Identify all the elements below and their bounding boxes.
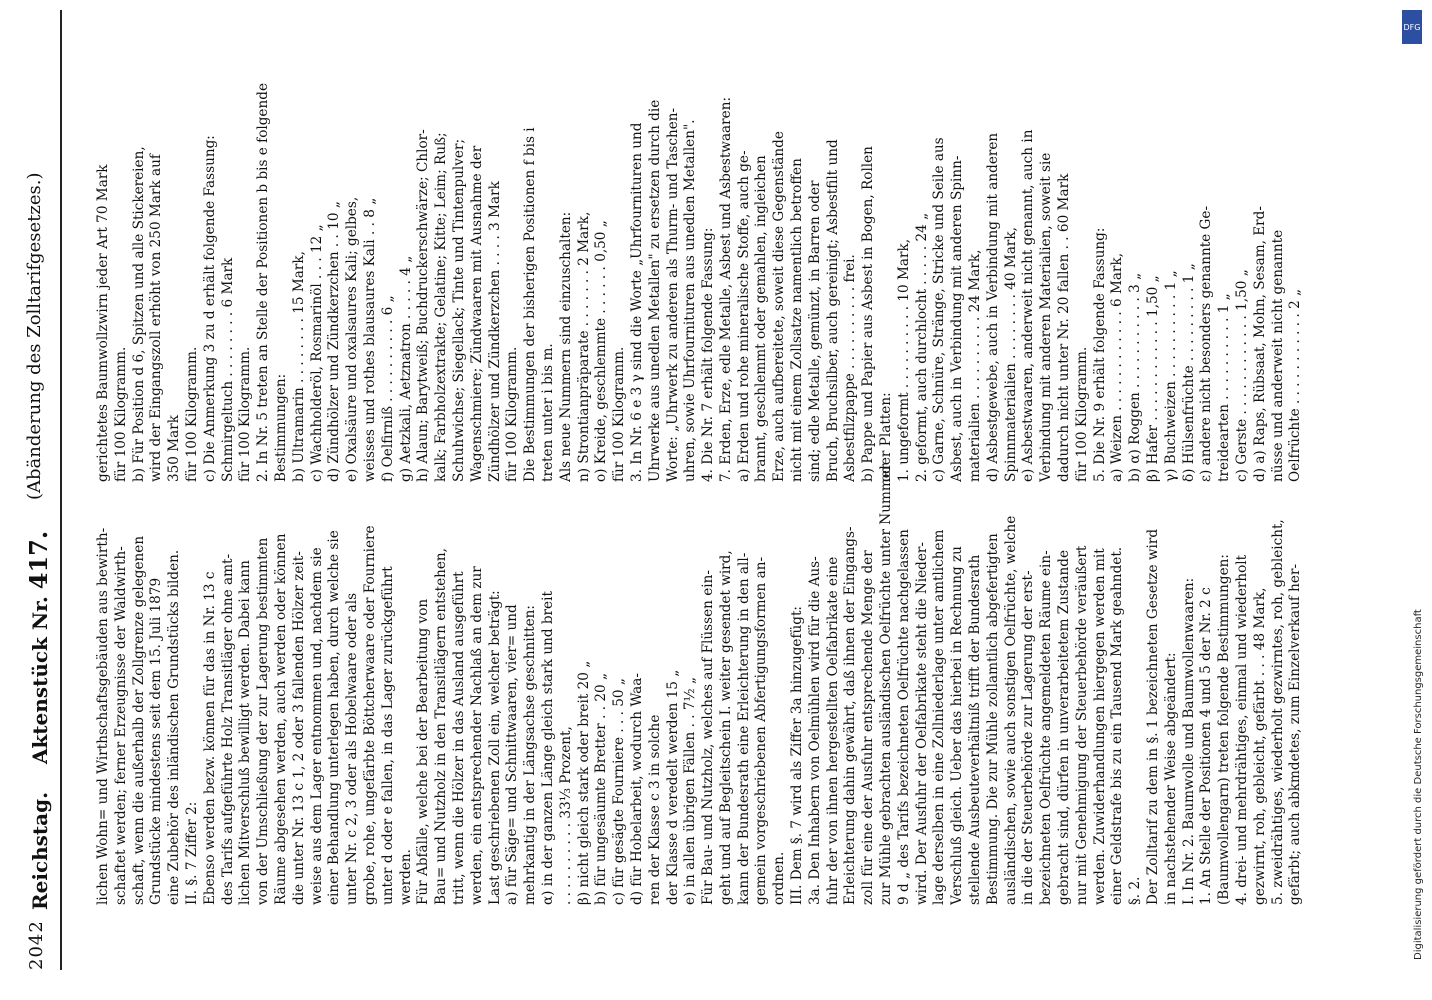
text-line: f) Oelfirniß . . . . . . . . . . 6 „ (379, 295, 396, 482)
text-line: h) Alaun; Barytweiß; Buchdruckerschwärze; Chlor- (415, 129, 432, 482)
text-line: Last geschriebenen Zoll ein, welcher beträgt: (486, 590, 503, 905)
text-line: c) Garne, Schnüre, Stränge, Stricke und Seile aus (931, 137, 948, 482)
text-line: Grundstücke mindestens seit dem 15. Juli 1879 (148, 577, 165, 905)
left-text-column (95, 450, 1305, 905)
text-line: Schmirgeltuch . . . . . . . . 6 Mark (219, 257, 236, 482)
text-line: der Klasse d veredelt werden 15 „ (664, 669, 681, 905)
text-line: b) Für Position d 6, Spitzen und alle Stickereien, (130, 146, 147, 482)
text-line: schaftet werden; ferner Erzeugnisse der Waldwirth- (112, 546, 129, 905)
dfg-logo-text: DFG (1403, 22, 1421, 32)
text-line: für 100 Kilogramm. (504, 346, 521, 482)
text-line: nicht mit einem Zollsatze namentlich betroffen (789, 158, 806, 482)
text-line: brannt, geschlemmt oder gemahlen, ingleichen (753, 155, 770, 482)
text-line: dadurch nicht unter Nr. 20 fallen . . 60 Mark (1056, 173, 1073, 482)
text-line: lage derselben in eine Zollniederlage unter amtlichem (931, 529, 948, 905)
text-line: Worte: „Uhrwerk zu anderen als Thurm- und Taschen- (664, 107, 681, 482)
text-line: gemein vorgeschriebenen Abfertigungsformen an- (753, 556, 770, 905)
text-line: werden, ein entsprechender Nachlaß an dem zur (468, 566, 485, 905)
text-line: e) Oxalsäure und oxalsaures Kali; gelbes, (344, 196, 361, 482)
page-header (0, 0, 100, 1000)
running-title-center: Aktenstück Nr. (28, 596, 52, 765)
text-line: ausländischen, sowie auch sonstigen Oelfrüchte, welche (1002, 515, 1019, 905)
text-line: werden. (397, 848, 414, 905)
text-line: 3. In Nr. 6 e 3 γ sind die Worte „Uhrfournituren und (628, 122, 645, 482)
running-title (24, 531, 53, 910)
text-line: kann der Bundesrath eine Erleichterung in den all- (735, 552, 752, 905)
text-line: Erleichterung dahin gewährt, daß ihnen der Eingangs- (842, 526, 859, 905)
text-line: Der Zolltarif zu dem in §. 1 bezeichneten Gesetze wird (1145, 528, 1162, 905)
text-line: Für Abfälle, welche bei der Bearbeitung von (415, 598, 432, 905)
text-line: d) für Hobelarbeit, wodurch Waa- (628, 673, 645, 905)
text-line: 7. Erden, Erze, edle Metalle, Asbest und Asbestwaaren: (717, 96, 734, 482)
text-line: treten unter i bis m. (539, 343, 556, 482)
right-text-column (95, 27, 1305, 482)
text-line: e) in allen übrigen Fällen . . 7½ „ (682, 676, 699, 905)
text-line: einer Behandlung unterlegen haben, durch welche sie (326, 530, 343, 905)
text-line: weisses und rothes blausaures Kali . . 8 „ (361, 197, 378, 482)
text-line: Schuhwichse; Siegellack; Tinte und Tintenpulver; (450, 138, 467, 482)
text-line: lichen Mitverschluß bewilligt werden. Dabei kann (237, 560, 254, 905)
text-line: Asbest, auch in Verbindung mit anderen Spinn- (949, 155, 966, 482)
text-line: o) Kreide, geschlemmte . . . . . . 0,50 „ (593, 220, 610, 482)
text-line: I. In Nr. 2. Baumwolle und Baumwollenwaaren: (1180, 577, 1197, 905)
text-line: II. §. 7 Ziffer 2: (183, 801, 200, 905)
text-line: sind; edle Metalle, gemünzt, in Barren oder (806, 180, 823, 482)
dfg-logo (1402, 10, 1422, 44)
text-line: . . . . . . . . . . 33⅓ Prozent, (557, 726, 574, 905)
text-line: 4. drei- und mehrdrähtiges, einmal und wiederholt (1234, 554, 1250, 905)
text-line: geht und auf Begleitschein I. weiter gesendet wird, (717, 550, 734, 905)
text-line: Wagenschmiere; Zündwaaren mit Ausnahme der (468, 145, 485, 482)
text-line: kalk; Farbholzextrakte; Gelatine; Kitte; Leim; Ruß; (433, 132, 450, 482)
text-line: a) Weizen . . . . . . . . . . . . 6 Mark, (1109, 252, 1126, 482)
text-line: Bruch, Bruchsilber, auch gereinigt; Asbestfilt und (824, 139, 841, 482)
text-line: 9 d „ des Tarifs bezeichneten Oelfrüchte nachgelassen (895, 529, 912, 905)
text-line: für 100 Kilogramm. (1073, 346, 1090, 482)
text-line: unter d oder e fallen, in das Lager zurückgeführt (379, 566, 396, 905)
text-line: Bestimmung. Die zur Mühle zollamtlich abgefertigten (984, 533, 1001, 905)
text-line: unter Nr. c 2, 3 oder als Hobelwaare oder als (344, 592, 361, 905)
text-line: für 100 Kilogramm. (183, 346, 200, 482)
text-line: d) Zündhölzer und Zündkerzchen . . 10 „ (326, 201, 343, 482)
text-line: Als neue Nummern sind einzuschalten: (557, 211, 574, 482)
text-line: Asbestfilzpappe . . . . . . . . . . frei. (842, 254, 859, 482)
text-line: einer Geldstrafe bis zu ein Tausend Mark geahndet. (1109, 546, 1126, 905)
text-line: c) Die Anmerkung 3 zu d erhält folgende Fassung: (201, 135, 218, 482)
text-line: §. 2. (1127, 876, 1144, 905)
text-line: n) Strontianpräparate . . . . . . . 2 Mark, (575, 211, 592, 482)
text-line: für 100 Kilogramm. (611, 346, 628, 482)
text-line: uhren, sowie Uhrfournituren aus unedlen Metallen". (682, 119, 699, 482)
text-line: in die der Steuerbehörde zur Lagerung der erst- (1020, 570, 1037, 905)
text-line: 2. In Nr. 5 treten an Stelle der Positionen b bis e folgende (255, 83, 272, 482)
text-line: α) in der ganzen Länge gleich stark und breit (539, 591, 556, 905)
text-line: c) Wachholderöl, Rosmarinöl . . . 12 „ (308, 224, 325, 482)
text-line: ε) andere nicht besonders genannte Ge- (1198, 205, 1215, 482)
text-line: gezwirnt, roh, gebleicht, gefärbt . . . 48 Mark, (1251, 587, 1268, 905)
text-line: 3a. Den Inhabern von Oelmühlen wird für die Aus- (806, 556, 823, 905)
text-line: für 100 Kilogramm. (237, 346, 254, 482)
text-line: grobe, rohe, ungefärbte Böttcherwaare oder Fourniere (361, 525, 378, 905)
text-line: c) für gesägte Fourniere . . . 50 „ (611, 678, 628, 905)
text-line: ren der Klasse c 3 in solche (646, 714, 663, 905)
text-line: treidearten . . . . . . . . . . 1 „ (1216, 293, 1233, 482)
text-line: ordnen. (771, 851, 788, 905)
text-line: die unter Nr. 13 c 1, 2 oder 3 fallenden Hölzer zeit- (290, 551, 307, 905)
text-line: zur Mühle gebrachten ausländischen Oelfrüchte unter Nummer (878, 463, 895, 905)
text-line: Oelfrüchte . . . . . . . . . . . 2 „ (1287, 288, 1304, 482)
text-line: in nachstehender Weise abgeändert: (1162, 652, 1179, 905)
text-line: Spinnmaterialien . . . . . . . . 40 Mark, (1002, 227, 1019, 482)
text-line: weise aus dem Lager entnommen und, nachdem sie (308, 547, 325, 905)
text-line: (Baumwollengarn) treten folgende Bestimmungen: (1216, 554, 1233, 905)
text-line: 1. An Stelle der Positionen 4 und 5 der Nr. 2 c (1198, 587, 1215, 905)
text-line: Bau= und Nutzholz in den Transitlägern entstehen, (433, 548, 450, 905)
text-line: δ) Hülsenfrüchte . . . . . . . . . 1 „ (1180, 263, 1197, 482)
text-line: bezeichneten Oelfrüchte angemeldeten Räume ein- (1038, 550, 1055, 905)
text-line: 1. ungeformt . . . . . . . . . . 10 Mark, (895, 238, 912, 482)
text-line: nur mit Genehmigung der Steuerbehörde veräußert (1073, 545, 1090, 905)
text-line: III. Dem §. 7 wird als Ziffer 3a hinzugefügt: (789, 605, 806, 905)
text-line: gebracht sind, dürfen in unverarbeitetem Zustande (1056, 549, 1073, 905)
text-line: lichen Wohn= und Wirthschaftsgebäuden aus bewirth- (95, 527, 111, 905)
text-line: e) Asbestwaaren, anderweit nicht genannt, auch in (1020, 129, 1037, 482)
text-line: von der Umschließung der zur Lagerung bestimmten (255, 537, 272, 905)
text-line: b) α) Roggen . . . . . . . . . . . 3 „ (1127, 272, 1144, 482)
text-line: g) Aetzkali, Aetznatron . . . . . 4 „ (397, 255, 414, 482)
running-subtitle: (Abänderung des Zolltarifgesetzes.) (24, 172, 45, 500)
text-line: tritt, wenn die Hölzer in das Ausland ausgeführt (450, 571, 467, 905)
text-line: Bestimmungen: (272, 373, 289, 482)
text-line: wird. Der Ausfuhr der Oelfabrikate steht die Nieder- (913, 541, 930, 905)
text-line: Die Bestimmungen der bisherigen Positionen f bis i (522, 127, 539, 482)
text-line: a) für Säge= und Schnittwaaren, vier= und (504, 604, 521, 905)
text-line: Räume abgesehen werden, auch werden oder können (272, 533, 289, 905)
text-line: für 100 Kilogramm. (112, 346, 129, 482)
text-line: 5. Die Nr. 9 erhält folgende Fassung: (1091, 227, 1108, 482)
text-line: c) Gerste . . . . . . . . . . . . 1,50 „ (1234, 269, 1250, 482)
text-line: fuhr der von ihnen hergestellten Oelfabrikate eine (824, 556, 841, 905)
text-line: d) Asbestgewebe, auch in Verbindung mit anderen (984, 132, 1001, 482)
text-line: materialien . . . . . . . . . . 24 Mark, (967, 249, 984, 482)
text-line: a) Erden und rohe mineralische Stoffe, auch ge- (735, 150, 752, 482)
page-number: 2042 (26, 920, 47, 970)
text-line: Uhrwerke aus unedlen Metallen" zu ersetzen durch die (646, 99, 663, 482)
text-line: wird der Eingangszoll erhöht von 250 Mark auf (148, 154, 165, 482)
text-line: Verschluß gleich. Ueber das hierbei in Rechnung zu (949, 546, 966, 905)
text-line: Erze, auch aufbereitete, soweit diese Gegenstände (771, 131, 788, 482)
text-line: zoll für eine der Ausfuhr entsprechende Menge der (860, 550, 877, 905)
text-line: des Tarifs aufgeführte Holz Transitläger ohne amt- (219, 553, 236, 905)
text-line: Ebenso werden bezw. können für das in Nr. 13 c (201, 571, 218, 905)
text-line: nüsse und anderweit nicht genannte (1269, 229, 1286, 482)
text-line: d) a) Raps, Rübsaat, Mohn, Sesam, Erd- (1251, 206, 1268, 482)
text-line: gefärbt; auch abkmdetes, zum Einzelverkauf her- (1287, 563, 1304, 905)
digitization-credit: Digitalisierung gefördert durch die Deutsche Forschungsgemeinschaft (1413, 609, 1424, 960)
running-title-left: Reichstag. (28, 791, 52, 910)
text-line: b) Pappe und Papier aus Asbest in Bogen, Rollen (860, 146, 877, 482)
text-line: schaft, wenn die außerhalb der Zollgrenze gelegenen (130, 535, 147, 905)
text-line: gerichtetes Baumwollzwirn jeder Art 70 Mark (95, 164, 111, 482)
text-line: b) für ungesäumte Bretter . . 20 „ (593, 672, 610, 905)
text-line: Zündhölzer und Zündkerzchen . . . . 3 Mark (486, 181, 503, 482)
text-line: 350 Mark (166, 414, 183, 482)
text-line: eine Zubehör des inländischen Grundstücks bilden. (166, 549, 183, 905)
text-line: β) Hafer . . . . . . . . . . . . 1,50 „ (1145, 275, 1162, 482)
text-line: stellende Ausbeuteverhältniß trifft der Bundesrath (967, 554, 984, 905)
text-line: Verbindung mit anderen Materialien, soweit sie (1038, 152, 1055, 482)
text-line: mehrkantig in der Längsachse geschnitten: (522, 605, 539, 905)
header-rule (60, 10, 62, 970)
text-line: γ) Buchweizen . . . . . . . . . . 1 „ (1162, 270, 1179, 482)
text-line: 5. zweidrähtiges, wiederholt gezwirntes, roh, gebleicht, (1269, 519, 1286, 905)
text-line: 2. geformt, auch durchlocht . . . . . 24 „ (913, 212, 930, 482)
text-line: Für Bau- und Nutzholz, welches auf Flüssen ein- (700, 570, 717, 905)
text-line: b) Ultramarin . . . . . . . . 15 Mark, (290, 251, 307, 482)
text-line: β) nicht gleich stark oder breit 20 „ (575, 660, 592, 905)
document-number: 417. (24, 530, 53, 590)
text-line: 4. Die Nr. 7 erhält folgende Fassung: (700, 227, 717, 482)
text-line: werden. Zuwiderhandlungen hiergegen werden mit (1091, 548, 1108, 905)
text-line: oder Platten: (878, 392, 895, 482)
